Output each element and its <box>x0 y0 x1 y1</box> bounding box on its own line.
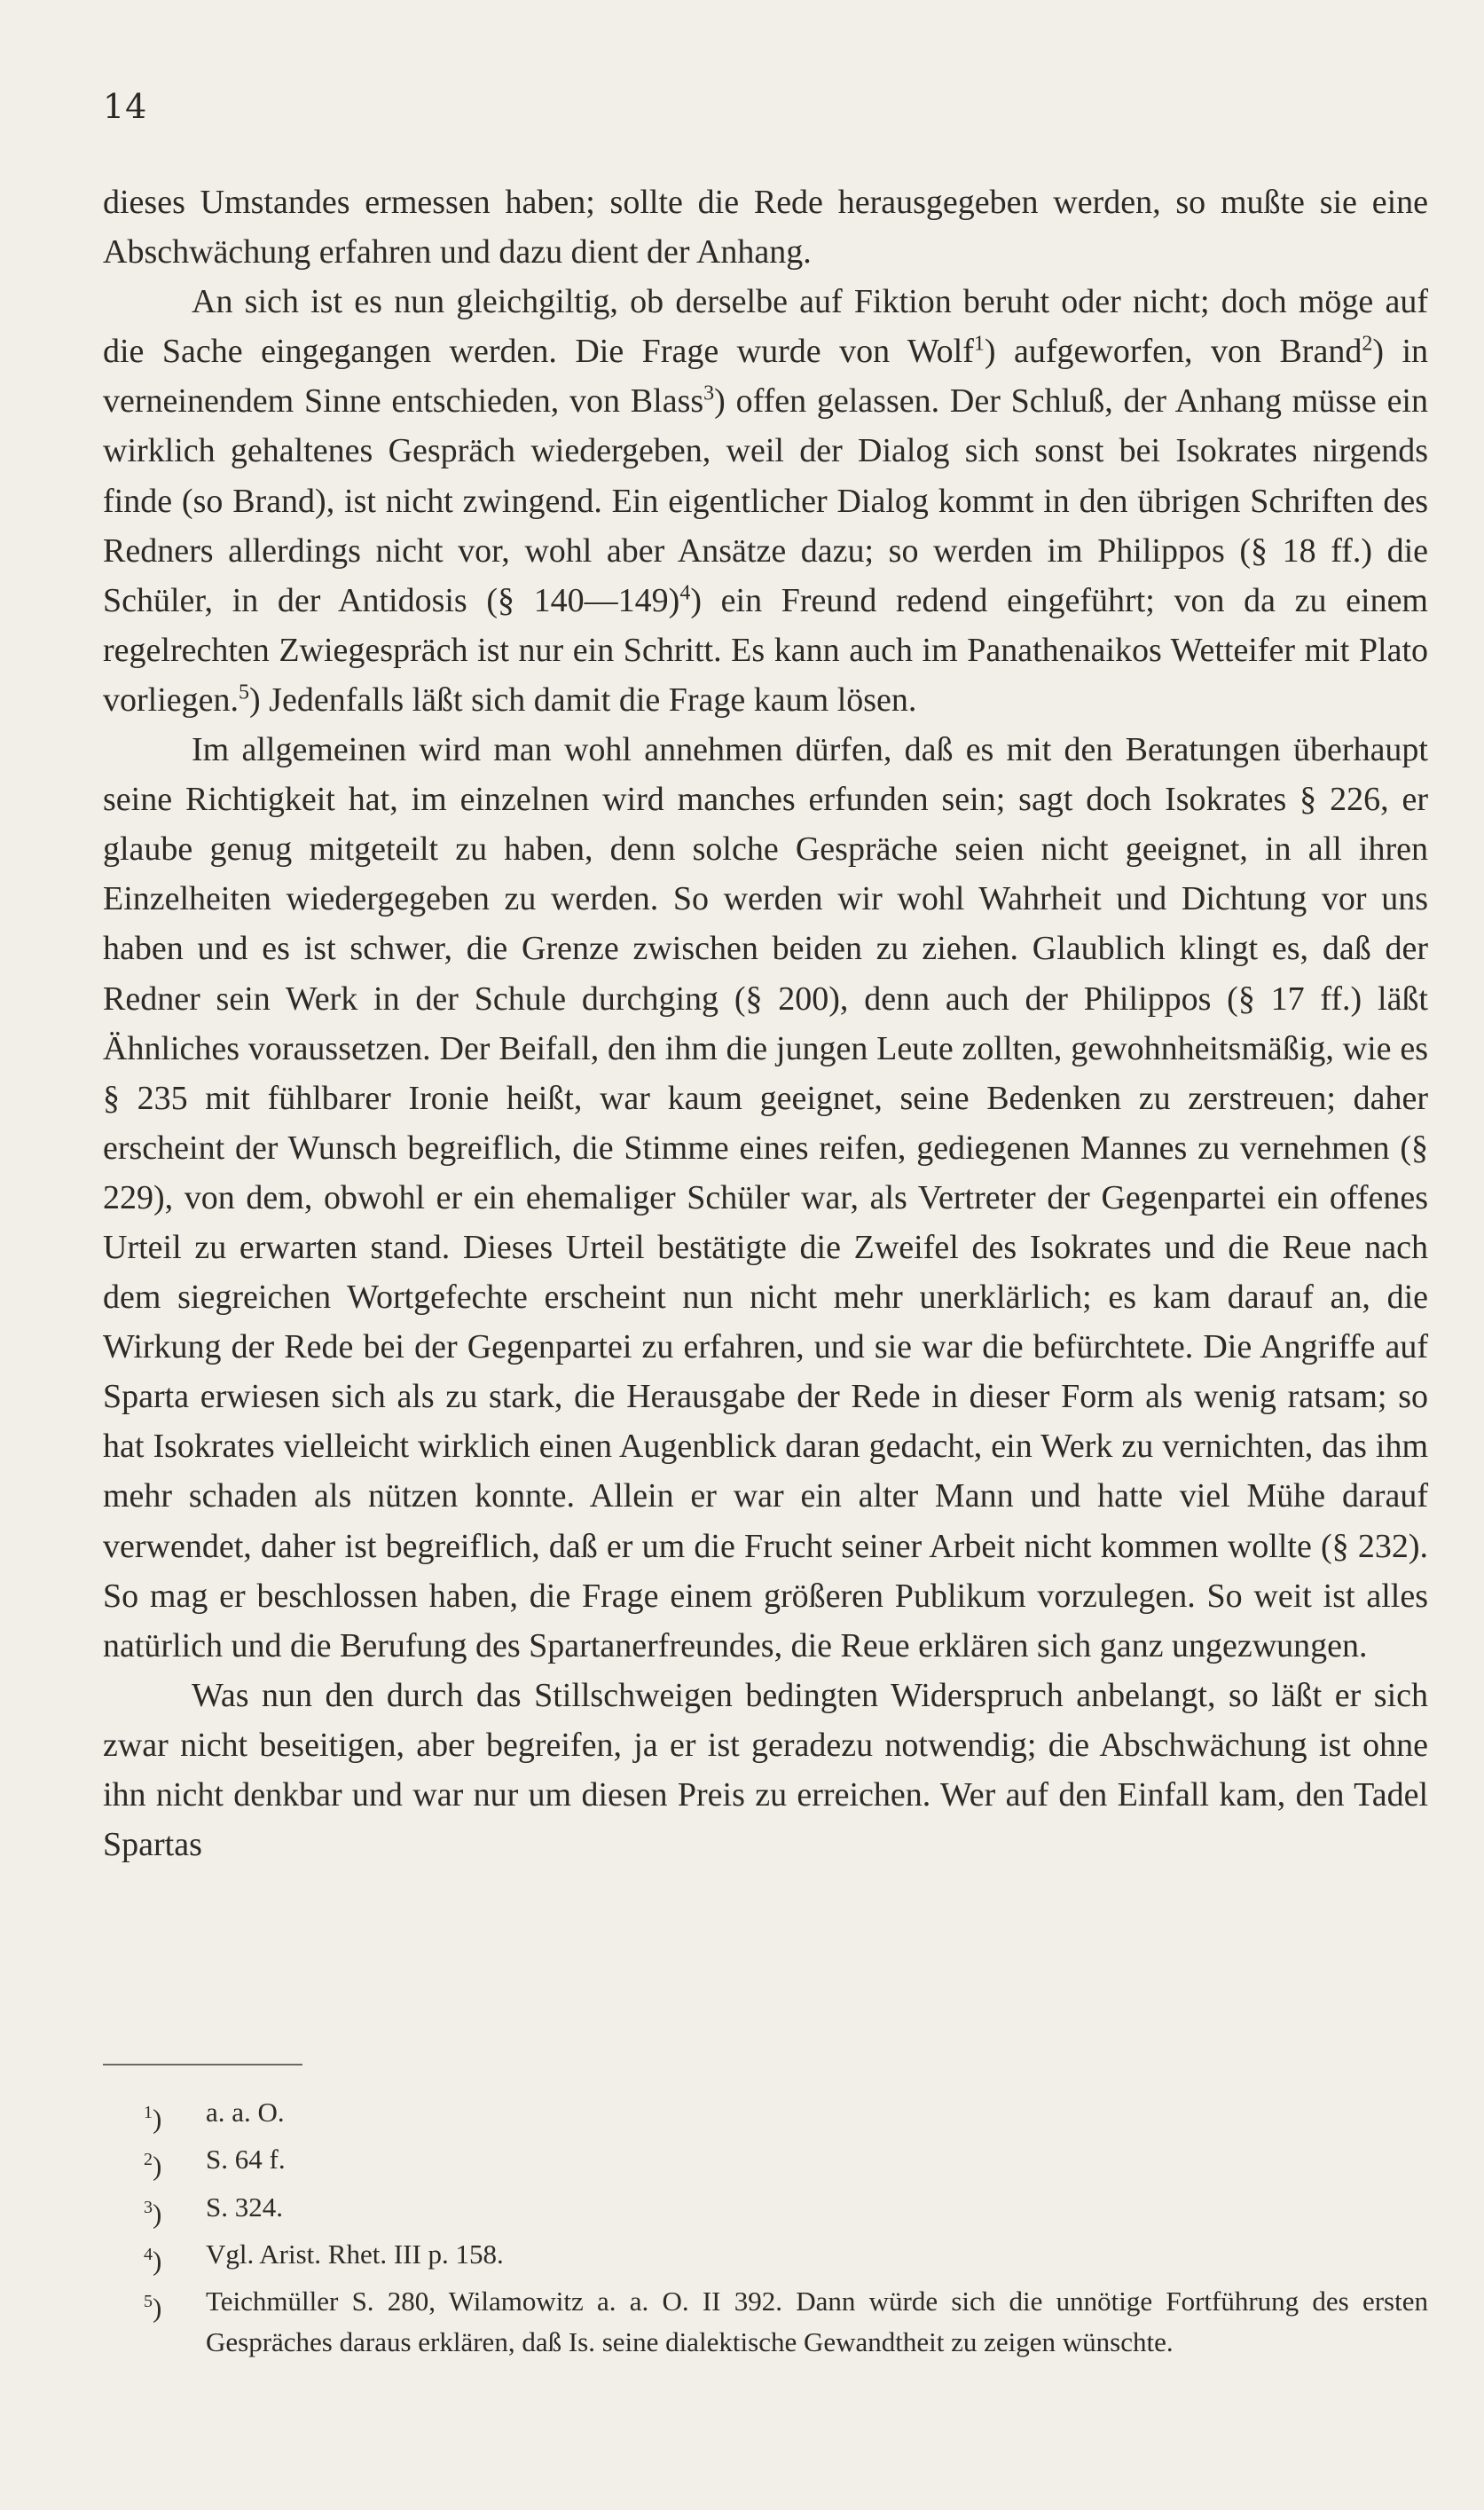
footnotes <box>144 2092 1428 2363</box>
footnote-marker: $^3$) <box>144 2197 162 2229</box>
text-segment: ) Jedenfalls läßt sich damit die Frage kaum lösen. <box>249 681 917 719</box>
footnote-reference: 2 <box>1362 332 1373 356</box>
footnote <box>144 2234 1428 2281</box>
footnote-reference: 4 <box>679 581 691 605</box>
paragraph <box>103 277 1428 725</box>
footnote-number: 1 <box>144 2103 153 2122</box>
footnote-reference: 3 <box>703 382 715 405</box>
footnote-number: 4 <box>144 2244 153 2264</box>
body-text <box>103 177 1428 1869</box>
text-segment: ) in verneinendem Sinne entschieden, von Blass <box>103 333 1429 421</box>
footnote-text: S. 64 f. <box>206 2144 286 2176</box>
footnote <box>144 2281 1428 2363</box>
footnote-text: Vgl. Arist. Rhet. III p. 158. <box>206 2238 504 2270</box>
footnote-reference: 1 <box>973 332 985 356</box>
text-segment: An sich ist es nun gleichgiltig, ob derselbe auf Fiktion beruht oder nicht; doch möge auf die Sache eingegangen werden. Die Frage wurde von Wolf <box>103 283 1428 371</box>
page-number: 14 <box>103 87 148 126</box>
footnote-number: 2 <box>144 2150 153 2170</box>
text-segment: ) offen gelassen. Der Schluß, der Anhang müsse ein wirklich gehaltenes Gespräch wiedergeben, weil der Dialog sich sonst bei Isokrates nirgends finde (so Brand), ist nicht zwingend. Ein eigentlicher Dialog kommt in den übrigen Schriften des Redners allerdings nicht vor, wohl aber Ansätze dazu; so werden im Philippos (§ 18 ff.) die Schüler, in der Antidosis (§ 140—149) <box>103 382 1428 619</box>
text-segment: ) aufgeworfen, von Brand <box>984 333 1362 371</box>
footnote <box>144 2139 1428 2186</box>
footnote-divider <box>103 2064 302 2065</box>
footnote-number: 5 <box>144 2292 153 2312</box>
footnote-marker: $^5$) <box>144 2292 162 2324</box>
paragraph <box>103 725 1428 1671</box>
text-segment: dieses Umstandes ermessen haben; sollte die Rede herausgegeben werden, so mußte sie eine Abschwächung erfahren und dazu dient der Anhang. <box>103 184 1428 271</box>
footnote-reference: 5 <box>239 681 250 704</box>
footnote-marker: $^4$) <box>144 2244 162 2277</box>
footnote-text: Teichmüller S. 280, Wilamowitz a. a. O. II 392. Dann würde sich die unnötige Fortführung des ersten Gespräches daraus erklären, daß Is. seine dialektische Gewandtheit zu zeigen wünschte. <box>206 2286 1428 2358</box>
footnote <box>144 2092 1428 2139</box>
footnote-text: a. a. O. <box>206 2097 285 2128</box>
text-segment: Im allgemeinen wird man wohl annehmen dürfen, daß es mit den Beratungen überhaupt seine Richtigkeit hat, im einzelnen wird manches erfunden sein; sagt doch Isokrates § 226, er glaube genug mitgeteilt zu haben, denn solche Gespräche seien nicht geeignet, in all ihren Einzelheiten wiedergegeben zu werden. So werden wir wohl Wahrheit und Dichtung vor uns haben und es ist schwer, die Grenze zwischen beiden zu ziehen. Glaublich klingt es, daß der Redner sein Werk in der Schule durchging (§ 200), denn auch der Philippos (§ 17 ff.) läßt Ähnliches voraussetzen. Der Beifall, den ihm die jungen Leute zollten, gewohnheitsmäßig, wie es § 235 mit fühlbarer Ironie heißt, war kaum geeignet, seine Bedenken zu zerstreuen; daher erscheint der Wunsch begreiflich, die Stimme eines reifen, gediegenen Mannes zu vernehmen (§ 229), von dem, obwohl er ein ehemaliger Schüler war, als Vertreter der Gegenpartei ein offenes Urteil zu erwarten stand. Dieses Urteil bestätigte die Zweifel des Isokrates und die Reue nach dem siegreichen Wortgefechte erscheint nun nicht mehr unerklärlich; es kam darauf an, die Wirkung der Rede bei der Gegenpartei zu erfahren, und sie war die befürchtete. Die Angriffe auf Sparta erwiesen sich als zu stark, die Herausgabe der Rede in dieser Form als wenig ratsam; so hat Isokrates vielleicht wirklich einen Augenblick daran gedacht, ein Werk zu vernichten, das ihm mehr schaden als nützen konnte. Allein er war ein alter Mann und hatte viel Mühe darauf verwendet, daher ist begreiflich, daß er um die Frucht seiner Arbeit nicht kommen wollte (§ 232). So mag er beschlossen haben, die Frage einem größeren Publikum vorzulegen. So weit ist alles natürlich und die Berufung des Spartanerfreundes, die Reue erklären sich ganz ungezwungen. <box>103 731 1428 1664</box>
footnote-marker: $^2$) <box>144 2150 162 2182</box>
footnote-number: 3 <box>144 2197 153 2217</box>
paragraph <box>103 177 1428 277</box>
footnote-marker: $^1$) <box>144 2103 162 2135</box>
footnote <box>144 2187 1428 2234</box>
text-segment: ) ein Freund redend eingeführt; von da zu einem regelrechten Zwiegespräch ist nur ein Schritt. Es kann auch im Panathenaikos Wetteifer mit Plato vorliegen. <box>103 581 1428 719</box>
footnote-text: S. 324. <box>206 2191 283 2223</box>
text-segment: Was nun den durch das Stillschweigen bedingten Widerspruch anbelangt, so läßt er sich zwar nicht beseitigen, aber begreifen, ja er ist geradezu notwendig; die Abschwächung ist ohne ihn nicht denkbar und war nur um diesen Preis zu erreichen. Wer auf den Einfall kam, den Tadel Spartas <box>103 1676 1428 1864</box>
paragraph <box>103 1671 1428 1869</box>
